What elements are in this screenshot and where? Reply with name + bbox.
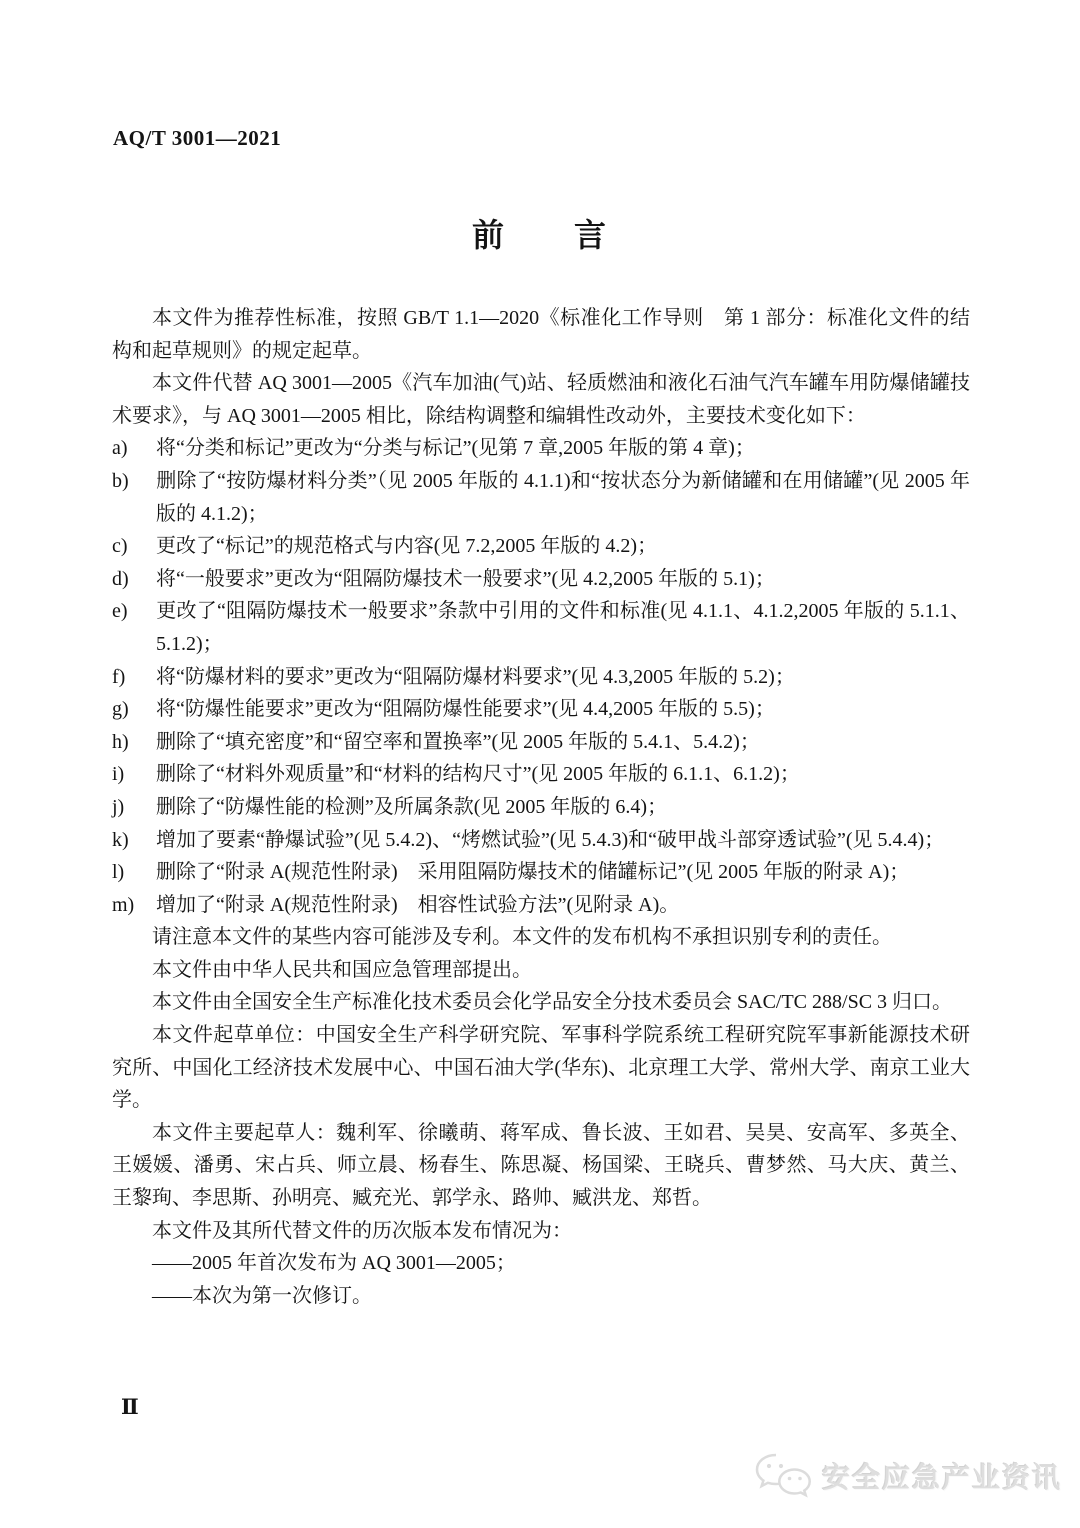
list-label: k) bbox=[112, 828, 129, 851]
list-text: 删除了“附录 A(规范性附录) 采用阻隔防爆技术的储罐标记”(见 2005 年版的附录 A)； bbox=[156, 861, 910, 884]
foreword-body bbox=[112, 302, 970, 1312]
list-label: m) bbox=[112, 893, 135, 916]
list-label: i) bbox=[112, 763, 125, 786]
closing-paragraph: 请注意本文件的某些内容可能涉及专利。本文件的发布机构不承担识别专利的责任。 bbox=[152, 926, 892, 949]
list-text: 删除了“填充密度”和“留空率和置换率”(见 2005 年版的 5.4.1、5.4.2)； bbox=[156, 730, 760, 753]
list-text: 删除了“按防爆材料分类”（见 2005 年版的 4.1.1)和“按状态分为新储罐和在用储罐”(见 2005 年版的 4.1.2)； bbox=[156, 469, 970, 525]
closing-paragraph: 本文件起草单位：中国安全生产科学研究院、军事科学院系统工程研究院军事新能源技术研究所、中国化工经济技术发展中心、中国石油大学(华东)、北京理工大学、常州大学、南京工业大学。 bbox=[112, 1024, 970, 1112]
list-text: 增加了要素“静爆试验”(见 5.4.2)、“烤燃试验”(见 5.4.3)和“破甲战斗部穿透试验”(见 5.4.4)； bbox=[156, 828, 945, 851]
change-list-item bbox=[112, 889, 970, 922]
change-list-item bbox=[112, 856, 970, 889]
wechat-icon bbox=[752, 1452, 814, 1500]
closing-paragraph: 本文件主要起草人：魏利军、徐曦萌、蒋军成、鲁长波、王如君、吴昊、安高军、多英全、王媛媛、潘勇、宋占兵、师立晨、杨春生、陈思凝、杨国梁、王晓兵、曹梦然、马大庆、黄兰、王黎珣、李思斯、孙明亮、臧充光、郭学永、路帅、臧洪龙、郑哲。 bbox=[112, 1121, 970, 1210]
list-label: j) bbox=[112, 795, 125, 818]
list-text: 删除了“防爆性能的检测”及所属条款(见 2005 年版的 6.4)； bbox=[156, 795, 668, 818]
history-item: ——2005 年首次发布为 AQ 3001—2005； bbox=[152, 1252, 516, 1275]
list-text: 更改了“阻隔防爆技术一般要求”条款中引用的文件和标准(见 4.1.1、4.1.2,2005 年版的 5.1.1、5.1.2)； bbox=[156, 600, 970, 655]
list-label: b) bbox=[112, 469, 129, 492]
change-list-item bbox=[112, 791, 970, 824]
list-text: 将“分类和标记”更改为“分类与标记”(见第 7 章,2005 年版的第 4 章)； bbox=[156, 437, 755, 460]
closing-paragraph: 本文件及其所代替文件的历次版本发布情况为： bbox=[152, 1219, 572, 1242]
watermark bbox=[752, 1452, 1062, 1500]
list-label: c) bbox=[112, 535, 128, 558]
list-label: g) bbox=[112, 698, 129, 721]
change-list-item bbox=[112, 758, 970, 791]
list-text: 将“防爆材料的要求”更改为“阻隔防爆材料要求”(见 4.3,2005 年版的 5.2)； bbox=[156, 665, 795, 688]
change-list-item bbox=[112, 595, 970, 660]
history-item: ——本次为第一次修订。 bbox=[152, 1284, 372, 1307]
change-list-item bbox=[112, 693, 970, 726]
intro-paragraph: 本文件代替 AQ 3001—2005《汽车加油(气)站、轻质燃油和液化石油气汽车罐车用防爆储罐技术要求》，与 AQ 3001—2005 相比，除结构调整和编辑性改动外，主要技术变化如下： bbox=[112, 372, 970, 427]
list-label: f) bbox=[112, 665, 126, 688]
change-list-item bbox=[112, 726, 970, 759]
list-text: 删除了“材料外观质量”和“材料的结构尺寸”(见 2005 年版的 6.1.1、6.1.2)； bbox=[156, 763, 800, 786]
closing-paragraph: 本文件由全国安全生产标准化技术委员会化学品安全分技术委员会 SAC/TC 288/SC 3 归口。 bbox=[152, 991, 953, 1014]
change-list-item bbox=[112, 824, 970, 857]
list-label: e) bbox=[112, 600, 128, 623]
standard-number: AQ/T 3001—2021 bbox=[113, 126, 282, 150]
list-text: 增加了“附录 A(规范性附录) 相容性试验方法”(见附录 A)。 bbox=[156, 893, 680, 916]
change-list-item bbox=[112, 661, 970, 694]
list-text: 将“防爆性能要求”更改为“阻隔防爆性能要求”(见 4.4,2005 年版的 5.5)； bbox=[156, 698, 775, 721]
closing-paragraph: 本文件由中华人民共和国应急管理部提出。 bbox=[152, 958, 532, 981]
intro-paragraph: 本文件为推荐性标准，按照 GB/T 1.1—2020《标准化工作导则 第 1 部分：标准化文件的结构和起草规则》的规定起草。 bbox=[112, 307, 970, 362]
list-text: 更改了“标记”的规范格式与内容(见 7.2,2005 年版的 4.2)； bbox=[156, 535, 658, 558]
list-label: d) bbox=[112, 567, 129, 590]
page-title: 前 言 bbox=[471, 217, 608, 253]
change-list-item bbox=[112, 530, 970, 563]
change-list-item bbox=[112, 563, 970, 596]
list-text: 将“一般要求”更改为“阻隔防爆技术一般要求”(见 4.2,2005 年版的 5.1)； bbox=[156, 567, 775, 590]
change-list-item bbox=[112, 432, 970, 465]
list-label: l) bbox=[112, 861, 125, 884]
page-number: Ⅱ bbox=[121, 1395, 139, 1419]
change-list-item bbox=[112, 465, 970, 530]
list-label: h) bbox=[112, 730, 129, 753]
watermark-text: 安全应急产业资讯 bbox=[821, 1462, 1062, 1493]
list-label: a) bbox=[112, 437, 128, 460]
